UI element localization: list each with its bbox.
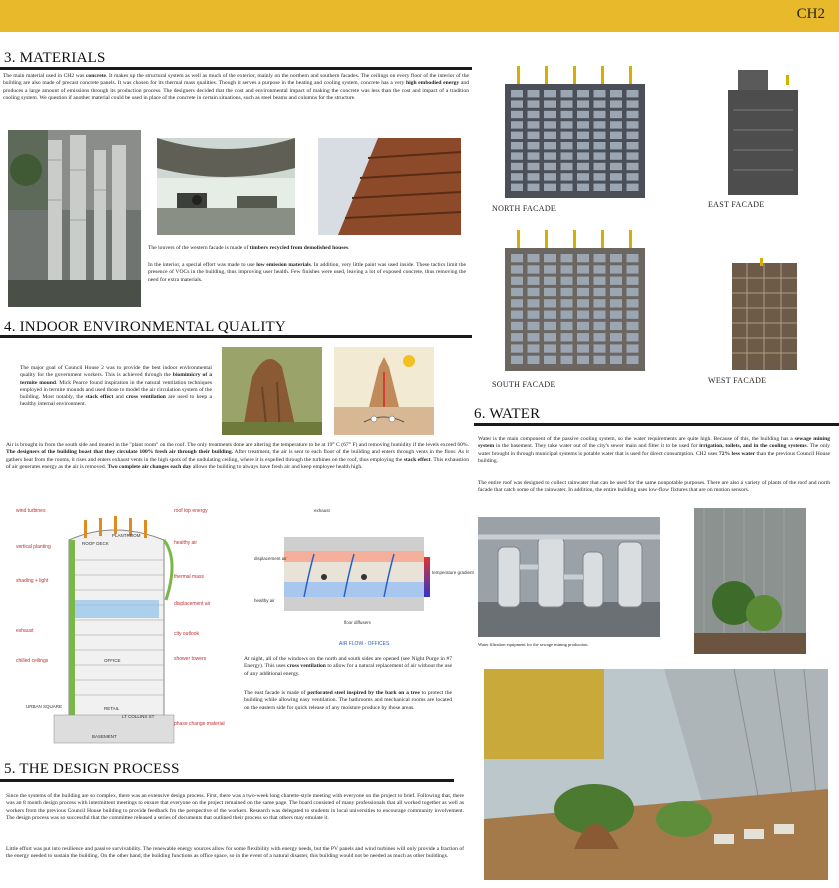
label-exhaust: exhaust [16,628,34,634]
label-roof-top-energy: roof top energy [174,508,208,514]
airflow-title: AIR FLOW - OFFICES [339,641,390,647]
ieq-rule [0,335,472,338]
building-section-diagram [14,500,234,745]
design-heading: 5. THE DESIGN PROCESS [4,761,180,777]
office-interior-photo [157,138,295,235]
label-roof-deck: ROOF DECK [82,541,109,546]
interior-text: In the interior, a special effort was made to use low emission materials. In addition, very little paint was used inside. These tactics limit the presence of VOCs in the building, thus improving user health. Few finishes were used, leaving a lot of exposed concrete, thus removing the need for extra materials. [148,262,467,283]
materials-intro: The main material used in CH2 was concrete. It makes up the structural system as well as much of the exterior, mainly on the northern and southern facades. The ceilings on every floor of the interior of the building are also made of precast concrete panels. It was chosen for its thermal mass qualities. Though it serves a purpose in the heating and cooling system, concrete has a very high embodied energy and produces a large amount of emissions through its production process. The designers decided that the cost and environmental impact of making the concrete was less than the cost and impact of a tradition cooling system. We question if another material could be used in place of the concrete in certain situations, such as steel beams and columns for the structure. [3,73,469,101]
label-shower-towers: shower towers [174,656,207,662]
label-displacement-air: displacement air [174,601,211,607]
south-facade-label: SOUTH FACADE [492,380,556,389]
materials-rule [0,67,472,70]
timber-louvers-photo [318,138,461,235]
label-phase-change: phase change material [174,721,225,727]
east-facade-drawing [728,70,798,195]
label-wind-turbines: wind turbines [16,508,46,514]
label-plantroom: PLANTROOM [112,533,141,538]
label-vertical-planting: vertical planting [16,544,51,550]
label-basement: BASEMENT [92,734,117,739]
materials-heading: 3. MATERIALS [4,50,106,66]
label-retail: RETAIL [104,706,120,711]
airflow-label-exhaust: exhaust [314,508,330,513]
green-facade-photo [694,508,806,654]
east-facade-text: The east facade is made of perforated steel inspired by the bark on a tree to protect the building while allowing easy ventilation. The bathrooms and mechanical rooms are located on the eastern side for quick release of any moisture produce by those areas. [244,690,452,711]
ieq-goal-text: The major goal of Council House 2 was to provide the best indoor environmental quality for the government workers. This is achieved through the biomimicry of a termite mound. Mick Pearce found inspiration in the natural ventilation techniques employed in termite mounds and used those to model the air circulation system of the building. Most notably, the stack effect and cross ventilation are used to keep a healthy internal environment. [20,365,213,408]
north-facade-label: NORTH FACADE [492,204,557,213]
label-chilled-ceilings: chilled ceilings [16,658,49,664]
design-text-1: Since the systems of the building are so complex, there was an extensive design process. First, there was a two-week long charette-style meeting with everyone on the project to brief. Following that, there was an 8 month design process with intermittent meetings to ensure that everyone on the project remained on the same page. The board consisted of many professionals that all worked together as well as workers from the previous Council House building to provide feedback fro the perspective of the workers. Research was delegated to students in local universities to encourage community involvement. The design process was so successful that the committee released a series of documents that outlined their process so that others may emulate it. [6,793,464,821]
ieq-air-text: Air is brought in from the south side and treated in the "plant room" on the roof. The only treatments done are altering the temperature to be at 19° C (67° F) and removing humidity if the levels exceed 60%. The designers of the building boast that they circulate 100% fresh air through their building. After treatment, the air is sent to each floor of the building and enters through vents in the floor. As it gathers heat from the rooms, it rises and enters exhaust vents in the high spots of the undulating ceiling, where it is expelled through the turbines on the roof, thus employing the stack effect. This exhaustion of air generates energy as the air is removed. Two complete air changes each day allows the building to always have fresh air and keep employee health high. [6,442,470,470]
west-facade-label: WEST FACADE [708,376,767,385]
header-banner [0,0,839,32]
label-lt-collins: LT COLLINS ST [122,714,155,719]
airflow-label-healthy-air: healthy air [254,598,275,603]
night-purge-text: At night, all of the windows on the north and south sides are opened (see Night Purge in #7 Energy). This uses cross ventilation to allow for a natural replacement of air without the use of any additional energy. [244,656,452,677]
design-text-2: Little effort was put into resilience and passive survivability. The renewable energy sources allow for some flexibility with energy needs, but the PV panels and wind turbines will only provide a fraction of the energy needed to sustain the building. On the other hand, the building functions as office space, so in the event of a natural disaster, this building would not be needed as much as other buildings. [6,846,464,860]
north-facade-drawing [505,64,645,198]
sewage-caption: Water filtration equipment for the sewage mining production. [478,642,589,647]
water-heading: 6. WATER [474,406,541,422]
exterior-columns-photo [8,130,141,307]
label-thermal-mass: thermal mass [174,574,205,580]
termite-mound-photo [222,347,322,435]
airflow-label-displacement: displacement air [254,556,287,561]
label-shading-light: shading + light [16,578,49,584]
water-text-2: The entire roof was designed to collect rainwater that can be used for the same nonpotable purposes. There are also a variety of plants of the roof and north facade that catch some of the rainwater. In addition, the entire building uses low-flow fixtures that are on motion sensors. [478,480,830,494]
design-rule [0,779,454,782]
south-facade-drawing [505,228,645,371]
louvers-text: The louvers of the western facade is made of timbers recycled from demolished houses. [148,245,350,251]
ieq-heading: 4. INDOOR ENVIRONMENTAL QUALITY [4,319,286,335]
sewage-mining-photo [478,517,660,637]
airflow-label-floor-diffusers: floor diffusers [344,620,371,625]
termite-diagram [334,347,434,435]
water-text-1: Water is the main component of the passive cooling system, so the water requirements are quite high. Because of this, the building has a sewage mining system in the basement. They take water out of the city's sewer main and filter it to be used for irrigation, toilets, and in the cooling systems. The only water brought in through municipal systems is potable water that is used for direct consumption. CH2 uses 72% less water than the previous Council House building. [478,436,831,464]
roof-garden-photo [484,669,828,880]
east-facade-label: EAST FACADE [708,200,765,209]
label-office: OFFICE [104,658,121,663]
label-city-outlook: city outlook [174,631,200,637]
water-rule [474,423,839,426]
label-healthy-air: healthy air [174,540,198,546]
label-urban-square: URBAN SQUARE [26,704,63,709]
west-facade-drawing [732,258,797,370]
page-tag: CH2 [796,6,825,22]
airflow-diagram [254,502,474,648]
airflow-label-temperature: temperature gradient [432,570,474,575]
